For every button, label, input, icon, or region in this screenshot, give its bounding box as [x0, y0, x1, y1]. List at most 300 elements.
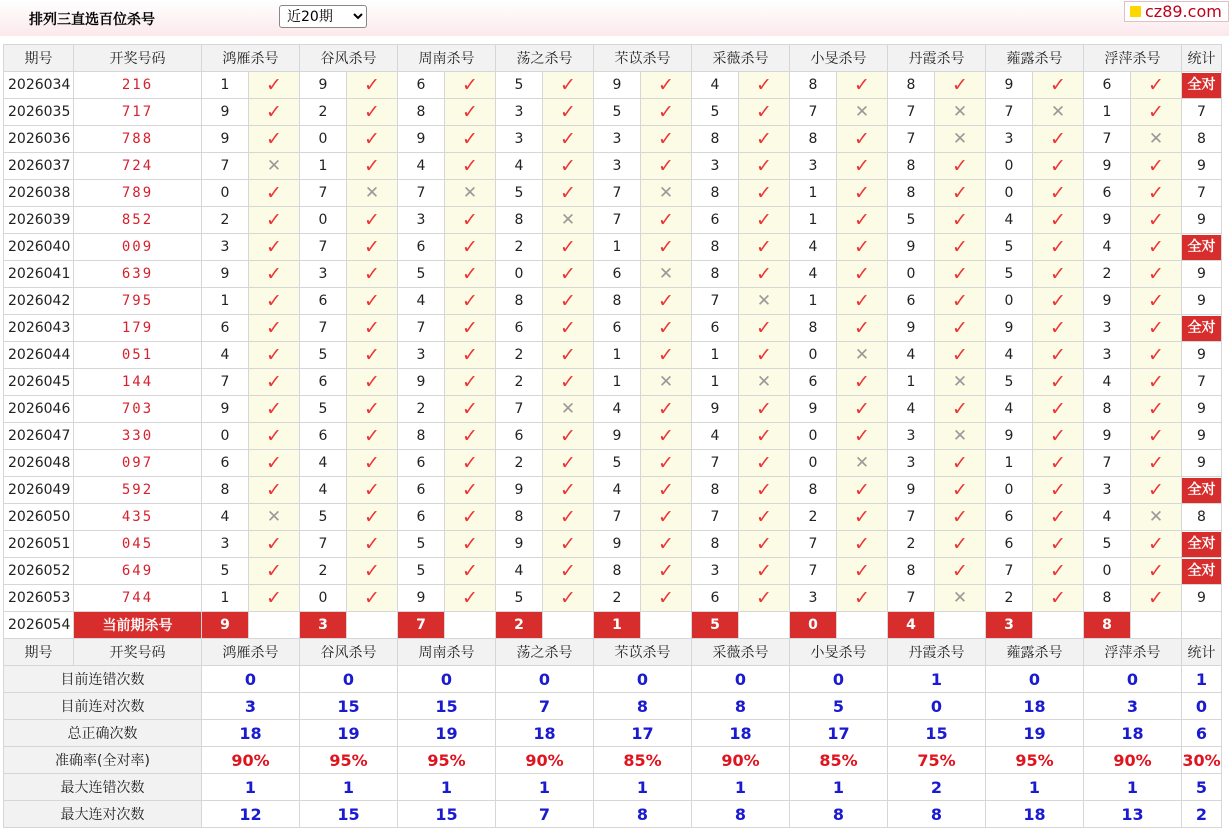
- hit-check-icon: [641, 504, 692, 531]
- kill-number: 7: [692, 450, 739, 477]
- hit-check-icon: [249, 315, 300, 342]
- hit-check-icon: [641, 315, 692, 342]
- hit-check-icon: [1131, 450, 1182, 477]
- summary-value: 18: [986, 693, 1084, 720]
- kill-number: 0: [986, 477, 1033, 504]
- stat-cell: 7: [1182, 369, 1222, 396]
- cross-icon: ✕: [952, 371, 968, 392]
- top-bar: [0, 0, 1229, 36]
- table-row: [4, 72, 1222, 99]
- stat-cell: 7: [1182, 180, 1222, 207]
- check-icon: ✓: [560, 73, 576, 96]
- hit-check-icon: [347, 261, 398, 288]
- table-row: [4, 369, 1222, 396]
- summary-value: 18: [1084, 720, 1182, 747]
- hit-check-icon: [837, 315, 888, 342]
- table-row: [4, 288, 1222, 315]
- miss-cross-icon: [249, 153, 300, 180]
- current-empty-cell: [347, 612, 398, 639]
- kill-number: 1: [594, 234, 641, 261]
- current-issue: 2026054: [4, 612, 74, 639]
- kill-number: 9: [202, 99, 249, 126]
- check-icon: ✓: [364, 370, 380, 393]
- all-correct-badge: 全对: [1182, 532, 1221, 557]
- hit-check-icon: [837, 126, 888, 153]
- hit-check-icon: [837, 477, 888, 504]
- check-icon: ✓: [854, 289, 870, 312]
- kill-number: 8: [888, 180, 935, 207]
- kill-number: 9: [1084, 288, 1131, 315]
- check-icon: ✓: [462, 289, 478, 312]
- hit-check-icon: [543, 72, 594, 99]
- hit-check-icon: [739, 423, 790, 450]
- header-expert: 采薇杀号: [692, 639, 790, 666]
- kill-number: 8: [496, 288, 543, 315]
- kill-number: 7: [692, 504, 739, 531]
- hit-check-icon: [543, 369, 594, 396]
- check-icon: ✓: [266, 316, 282, 339]
- check-icon: ✓: [462, 316, 478, 339]
- summary-value: 19: [986, 720, 1084, 747]
- table-row: [4, 99, 1222, 126]
- check-icon: ✓: [1148, 100, 1164, 123]
- kill-number: 8: [496, 504, 543, 531]
- check-icon: ✓: [1148, 73, 1164, 96]
- kill-number: 8: [398, 99, 445, 126]
- miss-cross-icon: [1033, 99, 1084, 126]
- cross-icon: ✕: [756, 290, 772, 311]
- draw-cell: 639: [74, 261, 202, 288]
- hit-check-icon: [1131, 153, 1182, 180]
- check-icon: ✓: [462, 532, 478, 555]
- kill-number: 6: [594, 261, 641, 288]
- hit-check-icon: [1033, 234, 1084, 261]
- summary-value: 0: [496, 666, 594, 693]
- kill-number: 3: [692, 558, 739, 585]
- hit-check-icon: [739, 261, 790, 288]
- stat-cell: [1182, 315, 1222, 342]
- hit-check-icon: [249, 585, 300, 612]
- check-icon: ✓: [756, 532, 772, 555]
- summary-value: 90%: [202, 747, 300, 774]
- check-icon: ✓: [1050, 262, 1066, 285]
- kill-number: 1: [692, 369, 739, 396]
- check-icon: ✓: [364, 532, 380, 555]
- hit-check-icon: [347, 423, 398, 450]
- kill-number: 7: [986, 558, 1033, 585]
- summary-row: [4, 747, 1222, 774]
- kill-number: 1: [594, 369, 641, 396]
- header-expert: 芣苡杀号: [594, 639, 692, 666]
- draw-cell: 744: [74, 585, 202, 612]
- draw-cell: 009: [74, 234, 202, 261]
- kill-number: 9: [496, 477, 543, 504]
- kill-number: 7: [1084, 126, 1131, 153]
- cross-icon: ✕: [1148, 506, 1164, 527]
- kill-number: 4: [300, 450, 347, 477]
- check-icon: ✓: [1050, 586, 1066, 609]
- draw-cell: 144: [74, 369, 202, 396]
- summary-value: 0: [398, 666, 496, 693]
- hit-check-icon: [543, 180, 594, 207]
- kill-number: 9: [1084, 423, 1131, 450]
- hit-check-icon: [445, 531, 496, 558]
- hit-check-icon: [935, 153, 986, 180]
- header-expert: 浮萍杀号: [1084, 45, 1182, 72]
- hit-check-icon: [1131, 315, 1182, 342]
- hit-check-icon: [1033, 477, 1084, 504]
- kill-number: 3: [1084, 342, 1131, 369]
- check-icon: ✓: [952, 397, 968, 420]
- draw-cell: 216: [74, 72, 202, 99]
- check-icon: ✓: [952, 505, 968, 528]
- cross-icon: ✕: [658, 371, 674, 392]
- check-icon: ✓: [364, 208, 380, 231]
- hit-check-icon: [641, 531, 692, 558]
- check-icon: ✓: [854, 559, 870, 582]
- hit-check-icon: [1033, 180, 1084, 207]
- hit-check-icon: [347, 72, 398, 99]
- check-icon: ✓: [658, 343, 674, 366]
- current-empty-cell: [935, 612, 986, 639]
- kill-number: 8: [398, 423, 445, 450]
- check-icon: ✓: [1050, 343, 1066, 366]
- kill-number: 6: [398, 72, 445, 99]
- check-icon: ✓: [854, 73, 870, 96]
- kill-number: 1: [790, 207, 837, 234]
- draw-cell: 789: [74, 180, 202, 207]
- miss-cross-icon: [641, 261, 692, 288]
- check-icon: ✓: [560, 370, 576, 393]
- table-row: [4, 315, 1222, 342]
- kill-number: 2: [300, 558, 347, 585]
- hit-check-icon: [249, 72, 300, 99]
- summary-value: 90%: [692, 747, 790, 774]
- hit-check-icon: [249, 126, 300, 153]
- current-empty-cell: [1033, 612, 1084, 639]
- check-icon: ✓: [756, 181, 772, 204]
- hit-check-icon: [1033, 558, 1084, 585]
- hit-check-icon: [1131, 369, 1182, 396]
- hit-check-icon: [1033, 261, 1084, 288]
- hit-check-icon: [1131, 531, 1182, 558]
- summary-value: 1: [202, 774, 300, 801]
- kill-number: 7: [202, 153, 249, 180]
- table-row: [4, 558, 1222, 585]
- hit-check-icon: [347, 531, 398, 558]
- table-row: [4, 126, 1222, 153]
- check-icon: ✓: [462, 451, 478, 474]
- check-icon: ✓: [1050, 235, 1066, 258]
- kill-number: 8: [1084, 396, 1131, 423]
- hit-check-icon: [249, 207, 300, 234]
- kill-number: 9: [202, 261, 249, 288]
- check-icon: ✓: [364, 316, 380, 339]
- stat-cell: 9: [1182, 288, 1222, 315]
- kill-number: 7: [496, 396, 543, 423]
- summary-value: 0: [1084, 666, 1182, 693]
- check-icon: ✓: [560, 532, 576, 555]
- kill-number: 6: [398, 450, 445, 477]
- summary-value: 85%: [790, 747, 888, 774]
- hit-check-icon: [1033, 342, 1084, 369]
- hit-check-icon: [1033, 369, 1084, 396]
- check-icon: ✓: [658, 397, 674, 420]
- kill-number: 7: [594, 504, 641, 531]
- summary-value: 12: [202, 801, 300, 828]
- hit-check-icon: [445, 477, 496, 504]
- check-icon: ✓: [560, 181, 576, 204]
- hit-check-icon: [347, 153, 398, 180]
- check-icon: ✓: [854, 208, 870, 231]
- kill-number: 5: [398, 261, 445, 288]
- check-icon: ✓: [560, 424, 576, 447]
- hit-check-icon: [1033, 288, 1084, 315]
- kill-number: 7: [888, 504, 935, 531]
- kill-number: 2: [1084, 261, 1131, 288]
- hit-check-icon: [641, 558, 692, 585]
- header-expert: 鸿雁杀号: [202, 45, 300, 72]
- kill-number: 9: [1084, 207, 1131, 234]
- current-kill-number: 0: [790, 612, 837, 639]
- miss-cross-icon: [1131, 504, 1182, 531]
- check-icon: ✓: [462, 424, 478, 447]
- cross-icon: ✕: [1050, 101, 1066, 122]
- issue-cell: 2026035: [4, 99, 74, 126]
- check-icon: ✓: [266, 181, 282, 204]
- check-icon: ✓: [1050, 208, 1066, 231]
- check-icon: ✓: [462, 73, 478, 96]
- check-icon: ✓: [1050, 424, 1066, 447]
- kill-number: 3: [1084, 477, 1131, 504]
- kill-number-table: [3, 44, 1222, 828]
- site-logo[interactable]: [1124, 1, 1229, 22]
- check-icon: ✓: [756, 235, 772, 258]
- summary-value: 1: [300, 774, 398, 801]
- check-icon: ✓: [658, 208, 674, 231]
- summary-value: 2: [888, 774, 986, 801]
- kill-number: 8: [202, 477, 249, 504]
- kill-number: 3: [594, 153, 641, 180]
- header-expert: 荡之杀号: [496, 639, 594, 666]
- check-icon: ✓: [756, 505, 772, 528]
- kill-number: 0: [888, 261, 935, 288]
- check-icon: ✓: [462, 586, 478, 609]
- header-expert: 周南杀号: [398, 639, 496, 666]
- hit-check-icon: [739, 558, 790, 585]
- cross-icon: ✕: [952, 587, 968, 608]
- header-expert: 蕹露杀号: [986, 45, 1084, 72]
- hit-check-icon: [543, 261, 594, 288]
- hit-check-icon: [1033, 315, 1084, 342]
- check-icon: ✓: [658, 316, 674, 339]
- kill-number: 3: [202, 531, 249, 558]
- kill-number: 7: [986, 99, 1033, 126]
- kill-number: 9: [888, 315, 935, 342]
- hit-check-icon: [935, 207, 986, 234]
- check-icon: ✓: [462, 208, 478, 231]
- cross-icon: ✕: [266, 155, 282, 176]
- check-icon: ✓: [952, 235, 968, 258]
- hit-check-icon: [1033, 396, 1084, 423]
- kill-number: 0: [986, 288, 1033, 315]
- check-icon: ✓: [1050, 370, 1066, 393]
- check-icon: ✓: [1148, 451, 1164, 474]
- hit-check-icon: [1131, 72, 1182, 99]
- current-period-row: [4, 612, 1222, 639]
- kill-number: 7: [888, 99, 935, 126]
- hit-check-icon: [249, 342, 300, 369]
- hit-check-icon: [641, 423, 692, 450]
- check-icon: ✓: [560, 316, 576, 339]
- summary-value: 85%: [594, 747, 692, 774]
- cross-icon: ✕: [364, 182, 380, 203]
- check-icon: ✓: [854, 154, 870, 177]
- kill-number: 0: [300, 126, 347, 153]
- kill-number: 4: [1084, 504, 1131, 531]
- kill-number: 6: [202, 450, 249, 477]
- check-icon: ✓: [1148, 154, 1164, 177]
- summary-row: [4, 693, 1222, 720]
- hit-check-icon: [1033, 585, 1084, 612]
- check-icon: ✓: [854, 127, 870, 150]
- summary-value: 8: [692, 693, 790, 720]
- kill-number: 4: [202, 342, 249, 369]
- hit-check-icon: [543, 585, 594, 612]
- current-kill-number: 4: [888, 612, 935, 639]
- stat-cell: 9: [1182, 585, 1222, 612]
- hit-check-icon: [543, 423, 594, 450]
- kill-number: 6: [986, 504, 1033, 531]
- hit-check-icon: [249, 558, 300, 585]
- hit-check-icon: [347, 396, 398, 423]
- summary-value: 8: [692, 801, 790, 828]
- kill-number: 9: [888, 234, 935, 261]
- check-icon: ✓: [1050, 559, 1066, 582]
- kill-number: 3: [496, 126, 543, 153]
- summary-stat: 2: [1182, 801, 1222, 828]
- check-icon: ✓: [658, 505, 674, 528]
- hit-check-icon: [543, 531, 594, 558]
- table-row: [4, 342, 1222, 369]
- table-row: [4, 234, 1222, 261]
- hit-check-icon: [837, 504, 888, 531]
- kill-number: 0: [202, 180, 249, 207]
- all-correct-badge: 全对: [1182, 559, 1221, 584]
- check-icon: ✓: [560, 451, 576, 474]
- hit-check-icon: [249, 396, 300, 423]
- summary-value: 15: [300, 693, 398, 720]
- miss-cross-icon: [837, 450, 888, 477]
- check-icon: ✓: [854, 397, 870, 420]
- hit-check-icon: [739, 234, 790, 261]
- hit-check-icon: [935, 450, 986, 477]
- kill-number: 0: [496, 261, 543, 288]
- cross-icon: ✕: [1148, 128, 1164, 149]
- summary-value: 13: [1084, 801, 1182, 828]
- hit-check-icon: [347, 558, 398, 585]
- header-expert: 浮萍杀号: [1084, 639, 1182, 666]
- period-select[interactable]: [279, 5, 367, 28]
- kill-number: 2: [986, 585, 1033, 612]
- current-stat-empty: [1182, 612, 1222, 639]
- cross-icon: ✕: [854, 452, 870, 473]
- summary-value: 8: [594, 693, 692, 720]
- hit-check-icon: [1033, 504, 1084, 531]
- hit-check-icon: [641, 153, 692, 180]
- header-expert: 丹霞杀号: [888, 639, 986, 666]
- kill-number: 5: [300, 396, 347, 423]
- hit-check-icon: [739, 450, 790, 477]
- hit-check-icon: [1033, 153, 1084, 180]
- hit-check-icon: [1131, 288, 1182, 315]
- kill-number: 4: [398, 153, 445, 180]
- check-icon: ✓: [462, 235, 478, 258]
- check-icon: ✓: [1050, 316, 1066, 339]
- check-icon: ✓: [658, 532, 674, 555]
- kill-number: 2: [496, 342, 543, 369]
- hit-check-icon: [445, 288, 496, 315]
- table-row: [4, 504, 1222, 531]
- summary-value: 95%: [986, 747, 1084, 774]
- check-icon: ✓: [854, 478, 870, 501]
- issue-cell: 2026044: [4, 342, 74, 369]
- stat-cell: 9: [1182, 261, 1222, 288]
- check-icon: ✓: [854, 181, 870, 204]
- table-row: [4, 531, 1222, 558]
- issue-cell: 2026050: [4, 504, 74, 531]
- stat-cell: 8: [1182, 504, 1222, 531]
- check-icon: ✓: [364, 127, 380, 150]
- issue-cell: 2026052: [4, 558, 74, 585]
- miss-cross-icon: [641, 180, 692, 207]
- kill-number: 6: [398, 234, 445, 261]
- check-icon: ✓: [1148, 262, 1164, 285]
- cross-icon: ✕: [658, 263, 674, 284]
- hit-check-icon: [249, 234, 300, 261]
- check-icon: ✓: [560, 559, 576, 582]
- cross-icon: ✕: [756, 371, 772, 392]
- all-correct-badge: 全对: [1182, 73, 1221, 98]
- cross-icon: ✕: [952, 101, 968, 122]
- check-icon: ✓: [854, 532, 870, 555]
- current-empty-cell: [543, 612, 594, 639]
- check-icon: ✓: [462, 100, 478, 123]
- hit-check-icon: [935, 504, 986, 531]
- hit-check-icon: [347, 477, 398, 504]
- kill-number: 7: [202, 369, 249, 396]
- hit-check-icon: [641, 99, 692, 126]
- check-icon: ✓: [364, 586, 380, 609]
- summary-value: 0: [594, 666, 692, 693]
- kill-number: 9: [594, 531, 641, 558]
- header-issue: 期号: [4, 639, 74, 666]
- hit-check-icon: [641, 450, 692, 477]
- kill-number: 5: [300, 342, 347, 369]
- hit-check-icon: [347, 504, 398, 531]
- cross-icon: ✕: [462, 182, 478, 203]
- header-expert: 小旻杀号: [790, 639, 888, 666]
- header-row: [4, 45, 1222, 72]
- check-icon: ✓: [756, 559, 772, 582]
- current-kill-number: 8: [1084, 612, 1131, 639]
- summary-value: 8: [594, 801, 692, 828]
- hit-check-icon: [739, 477, 790, 504]
- page-title: 排列三直选百位杀号: [29, 12, 155, 28]
- kill-number: 7: [594, 207, 641, 234]
- hit-check-icon: [837, 180, 888, 207]
- header-stat: 统计: [1182, 45, 1222, 72]
